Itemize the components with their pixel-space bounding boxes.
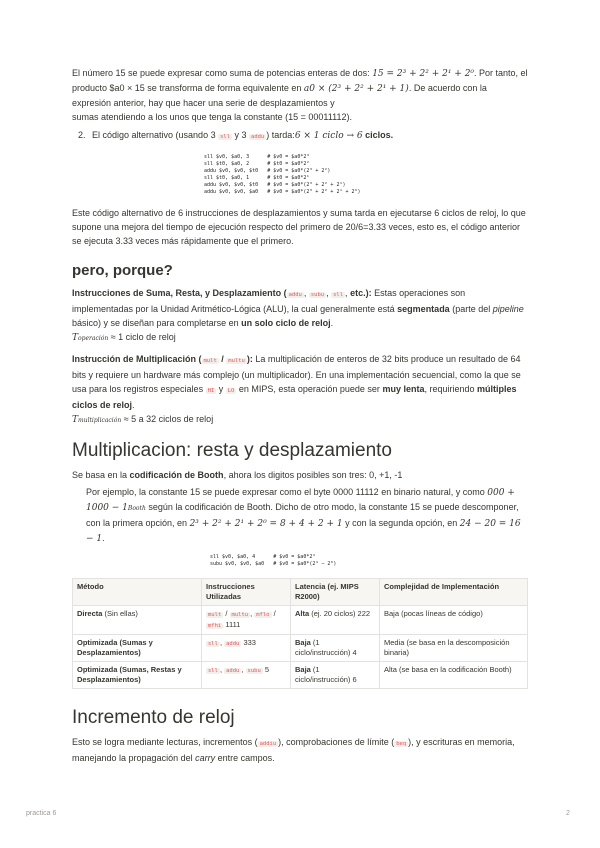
suma-paragraph: Instrucciones de Suma, Resta, y Desplazamiento ( addu , subu , sll , etc.): Estas operaciones son implementadas por la Unidad Aritmético-Lógica (ALU), la cual generalmente está segmentada (parte del pipeline básico) y se diseñan para completarse en un solo ciclo de reloj. [72, 288, 524, 328]
code-block-booth: sll $v0, $a0, 4 # $v0 = $a0*2⁴ subu $v0, $v0, $a0 # $v0 = $a0*(2⁴ − 2⁰) [210, 554, 337, 567]
footer-title: practica 6 [26, 810, 57, 817]
math-product: a0 × (2³ + 2² + 2¹ + 1) [303, 84, 409, 94]
page-number: 2 [566, 810, 570, 817]
table-row: Directa (Sin ellas) mult / multu , mflo / mfhi 1111 Alta (ej. 20 ciclos) 222 Baja (pocas líneas de código) [73, 606, 528, 635]
booth-example: Por ejemplo, la constante 15 se puede expresar como el byte 0000 11112 en binario natural, y como 000 + 1000 − 1Booth según la codificación de Booth. Dicho de otro modo, la constante 15 se puede descomponer, con la primera opción, en 2³ + 2² + 2¹ + 2⁰ = 8 + 4 + 2 + 1 y con la segunda opción, en 24 − 20 = 16 − 1. [86, 487, 521, 544]
table-row: Optimizada (Sumas y Desplazamientos) sll , addu 333 Baja (1 ciclo/instrucción) 4 Media (se basa en la descomposición binaria) [73, 635, 528, 662]
code-block-shift-add: sll $v0, $a0, 3 # $v0 = $a0*2³ sll $t0, $a0, 2 # $t0 = $a0*2² addu $v0, $v0, $t0 # $v0 = $a0*(2³ + 2²) sll $t0, $a0, 1 # $t0 = $a0*2¹ addu $v0, $v0, $t0 # $v0 = $a0*(2³ + 2² + 2¹) addu $v0, $v0, $a0 # $v0 = $a0*(2³ + 2² + 2¹ + 2⁰) [204, 154, 361, 195]
heading-pero-porque: pero, porque? [72, 262, 173, 279]
booth-intro: Se basa en la codificación de Booth, ahora los digitos posibles son tres: 0, +1, -1 [72, 470, 403, 480]
table-header: Método [73, 579, 202, 606]
page-content [72, 66, 528, 765]
suma-latency: Toperación ≈ 1 ciclo de reloj [72, 332, 176, 343]
heading-incremento-reloj: Incremento de reloj [72, 707, 235, 728]
inline-code: sll [220, 134, 231, 140]
table-header: Complejidad de Implementación [380, 579, 528, 606]
math-sum-powers: 15 = 2³ + 2² + 2¹ + 2⁰ [372, 69, 475, 79]
intro-paragraph: El número 15 se puede expresar como suma de potencias enteras de dos: 15 = 2³ + 2² + 2¹ + 2⁰. Por tanto, el producto $a0 × 15 se transforma de forma equivalente en a0 × (2³ + 2² + 2¹ + 1). De acuerdo con la expresión anterior, hay que hacer una serie de desplazamientos y sumas atendiendo a los unos que tenga la constante (15 = 00011112). [72, 68, 528, 122]
mult-paragraph: Instrucción de Multiplicación ( mult / multu ): La multiplicación de enteros de 32 bits produce un resultado de 64 bits y requiere un hardware más complejo (un multiplicador). En una implementación secuencial, como la que se usa para los registros especiales HI y LO en MIPS, esta operación puede ser muy lenta, requiriendo múltiples ciclos de reloj. [72, 354, 521, 410]
inline-code: addu [251, 134, 265, 140]
list-item-2: 2. El código alternativo (usando 3 sll y 3 addu ) tarda:6 × 1 ciclo → 6 ciclos. [78, 130, 394, 141]
heading-multiplicacion: Multiplicacion: resta y desplazamiento [72, 440, 392, 461]
table-row: Optimizada (Sumas, Restas y Desplazamientos) sll , addu , subu 5 Baja (1 ciclo/instrucción) 6 Alta (se basa en la codificación Booth) [73, 662, 528, 689]
table-header: Instrucciones Utilizadas [202, 579, 291, 606]
alt-code-paragraph: Este código alternativo de 6 instrucciones de desplazamientos y suma tarda en ejecutarse 6 ciclos de reloj, lo que supone una mejora del tiempo de ejecución respecto del primero de 20/6=3.33 veces, esto es, el código anterior se ejecuta 3.33 veces más rápidamente que el primero. [72, 208, 526, 246]
table-header: Latencia (ej. MIPS R2000) [291, 579, 380, 606]
methods-table [72, 578, 528, 689]
reloj-paragraph: Esto se logra mediante lecturas, incrementos ( addiu ), comprobaciones de límite ( beq ), y escrituras en memoria, manejando la propagación del carry entre campos. [72, 737, 515, 763]
mult-latency: Tmultiplicación ≈ 5 a 32 ciclos de reloj [72, 414, 214, 425]
table-header-row [73, 579, 528, 606]
